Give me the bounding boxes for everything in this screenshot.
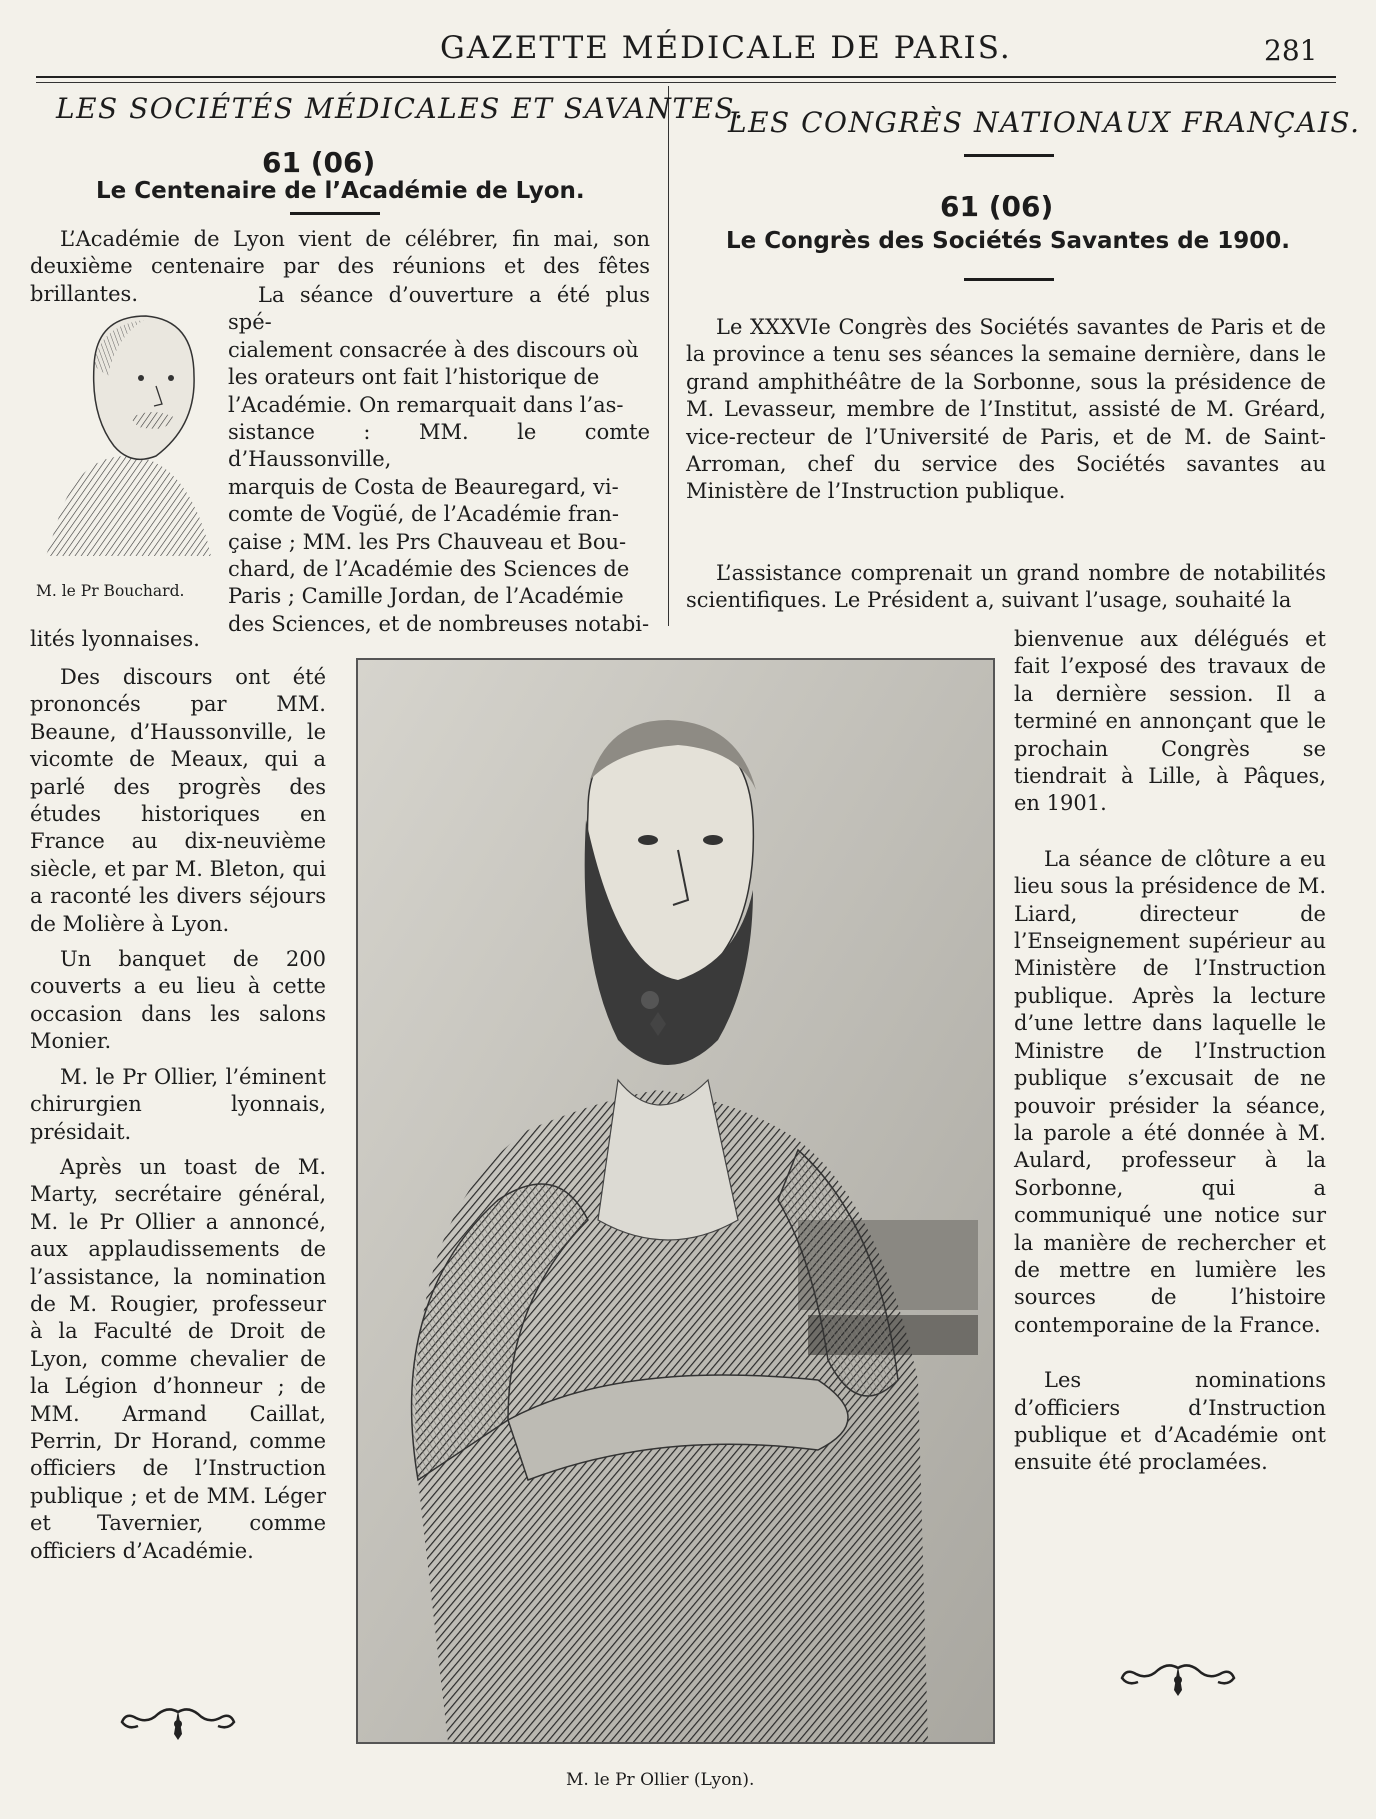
header-rule-thin (36, 82, 1336, 83)
left-intro-paragraph: L’Académie de Lyon vient de célébrer, fin mai, son deuxième centenaire par des réunions et des fêtes brillantes. (30, 227, 650, 306)
left-section-heading: LES SOCIÉTÉS MÉDICALES ET SAVANTES. (56, 92, 745, 125)
left-paragraph-2-end: lités lyonnaises. (30, 627, 200, 651)
left-article-title: Le Centenaire de l’Académie de Lyon. (96, 178, 585, 204)
left-article-number: 61 (06) (262, 146, 376, 179)
bouchard-caption: M. le Pr Bouchard. (36, 582, 185, 600)
page-number: 281 (1264, 34, 1318, 67)
header-rule (36, 76, 1336, 78)
section-rule (964, 154, 1054, 157)
right-narrow-column: bienvenue aux délégués et fait l’exposé des travaux de la dernière session. Il a terminé en annonçant que le prochain Congrès se tiendrait à Lille, à Pâques, en 1901. La séance de clôture a eu lieu sous la présidence de M. Liard, directeur de l’Enseignement supérieur au Ministère de l’Instruction publique. Après la lecture d’une lettre dans laquelle le Ministre de l’Instruction publique s’excusait de ne pouvoir présider la séance, la parole a été donnée à M. Aulard, professeur à la Sorbonne, qui a communiqué une notice sur la manière de rechercher et de mettre en lumière les sources de l’histoire contemporaine de la France. Les nominations d’officiers d’Instruction publique et d’Académie ont ensuite été proclamées. (1014, 627, 1326, 1475)
right-paragraph-2: L’assistance comprenait un grand nombre de notabilités scientifiques. Le Président a, suivant l’usage, souhaité la (686, 561, 1326, 613)
ornament-left (118, 1704, 238, 1748)
ollier-portrait (356, 658, 995, 1744)
right-article-number: 61 (06) (940, 190, 1054, 223)
title-rule (290, 212, 380, 215)
right-paragraph-1: Le XXXVIe Congrès des Sociétés savantes de Paris et de la province a tenu ses séances la semaine dernière, dans le grand amphithéâtre de la Sorbonne, sous la présidence de M. Levasseur, membre de l’Institut, assisté de M. Gréard, vice-recteur de l’Université de Paris, et de M. de Saint-Arroman, chef du service des Sociétés savantes au Ministère de l’Instruction publique. (686, 315, 1326, 504)
right-article-title: Le Congrès des Sociétés Savantes de 1900. (726, 228, 1291, 254)
column-divider (668, 86, 669, 626)
portrait-caption: M. le Pr Ollier (Lyon). (566, 1770, 755, 1790)
title-rule (964, 278, 1054, 281)
left-paragraph-2: La séance d’ouverture a été plus spé- cialement consacrée à des discours où les orateurs ont fait l’historique de l’Académie. On remarquait dans l’as- sistance : MM. le comte d’Haussonville, marquis de Costa de Beauregard, vi- comte de Vogüé, de l’Académie fran- çaise ; MM. les Prs Chauveau et Bou- chard, de l’Académie des Sciences de Paris ; Camille Jordan, de l’Académie des Sciences, et de nombreuses notabi- (228, 283, 650, 636)
ornament-right (1118, 1660, 1238, 1704)
publication-title: GAZETTE MÉDICALE DE PARIS. (440, 30, 1012, 66)
bouchard-portrait (36, 306, 216, 566)
left-narrow-column: Des discours ont été prononcés par MM. Beaune, d’Haussonville, le vicomte de Meaux, qui a parlé des progrès des études historiques en France au dix-neuvième siècle, et par M. Bleton, qui a raconté les divers séjours de Molière à Lyon. Un banquet de 200 couverts a eu lieu à cette occasion dans les salons Monier. M. le Pr Ollier, l’éminent chirurgien lyonnais, présidait. Après un toast de M. Marty, secrétaire général, M. le Pr Ollier a annoncé, aux applaudissements de l’assistance, la nomination de M. Rougier, professeur à la Faculté de Droit de Lyon, comme chevalier de la Légion d’honneur ; de MM. Armand Caillat, Perrin, Dr Horand, comme officiers de l’Instruction publique ; et de MM. Léger et Tavernier, comme officiers d’Académie. (30, 665, 326, 1563)
right-section-heading: LES CONGRÈS NATIONAUX FRANÇAIS. (728, 106, 1361, 139)
